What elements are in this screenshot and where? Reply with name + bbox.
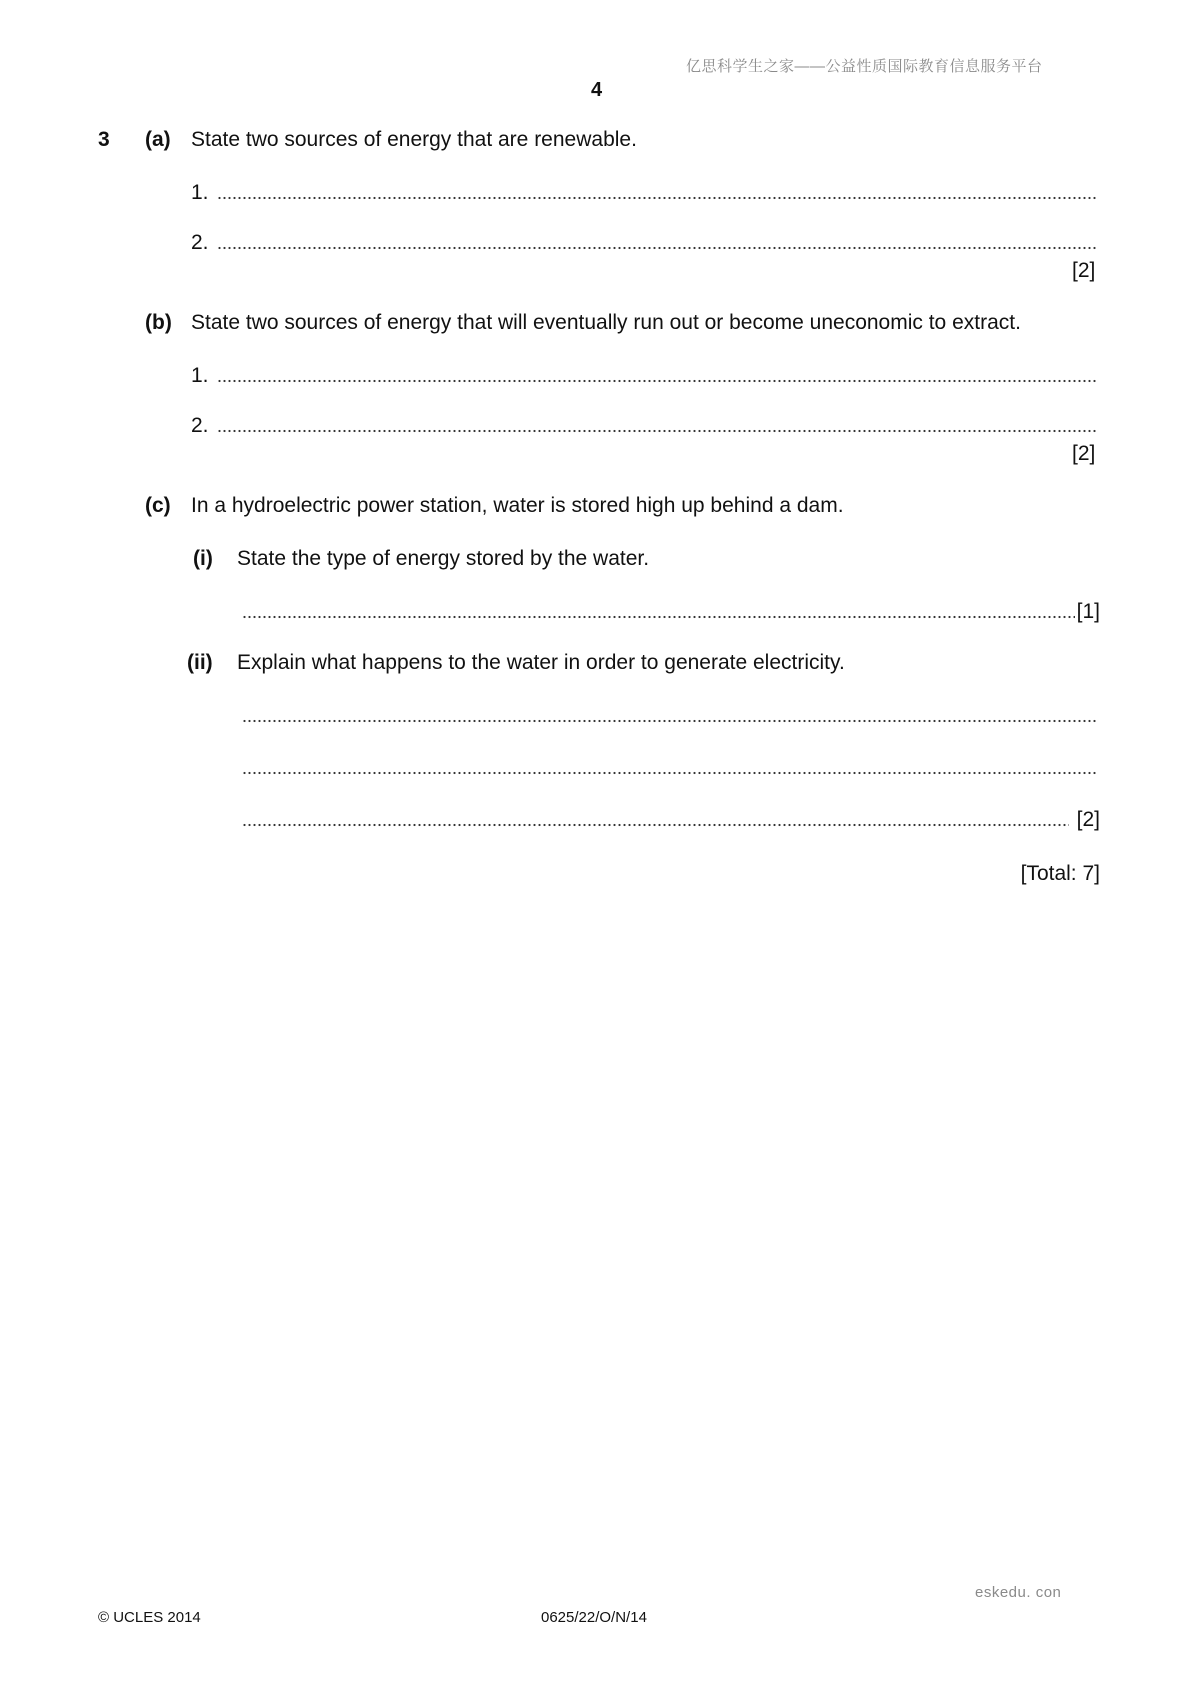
question-number: 3 — [98, 128, 110, 151]
answer-line-c-i[interactable] — [242, 600, 1100, 624]
answer-line-c-ii-1[interactable] — [242, 704, 1098, 728]
paper-code: 0625/22/O/N/14 — [541, 1609, 647, 1626]
mark-allocation-c-i: [1] — [1076, 600, 1100, 623]
dotted-rule — [217, 379, 1098, 383]
answer-line-prefix: 1. — [191, 181, 209, 204]
part-b-text: State two sources of energy that will eventually run out or become uneconomic to extract. — [191, 311, 1021, 334]
answer-line-b1[interactable] — [191, 364, 1098, 388]
answer-line-prefix: 2. — [191, 414, 209, 437]
page-number: 4 — [591, 79, 603, 101]
answer-line-prefix: 1. — [191, 364, 209, 387]
mark-allocation-c-ii: [2] — [1076, 808, 1100, 831]
watermark-text: 亿思科学生之家——公益性质国际教育信息服务平台 — [686, 58, 1043, 75]
part-c-i-text: State the type of energy stored by the water. — [237, 547, 650, 570]
answer-line-b2[interactable] — [191, 414, 1098, 438]
part-a-text: State two sources of energy that are renewable. — [191, 128, 637, 151]
part-a-label: (a) — [145, 128, 171, 151]
answer-line-c-ii-2[interactable] — [242, 756, 1098, 780]
dotted-rule — [217, 246, 1098, 250]
part-b-label: (b) — [145, 311, 172, 334]
dotted-rule — [242, 823, 1069, 827]
answer-line-c-ii-3[interactable] — [242, 808, 1100, 832]
dotted-rule — [217, 429, 1098, 433]
part-c-label: (c) — [145, 494, 171, 517]
dotted-rule — [242, 771, 1098, 775]
part-c-ii-label: (ii) — [187, 651, 213, 674]
part-c-i-label: (i) — [193, 547, 213, 570]
part-c-ii-text: Explain what happens to the water in order to generate electricity. — [237, 651, 845, 674]
part-c-text: In a hydroelectric power station, water is stored high up behind a dam. — [191, 494, 844, 517]
total-marks: [Total: 7] — [1020, 862, 1100, 885]
dotted-rule — [242, 719, 1098, 723]
footer-watermark: eskedu. con — [975, 1584, 1062, 1601]
dotted-rule — [242, 615, 1075, 619]
answer-line-prefix: 2. — [191, 231, 209, 254]
answer-line-a1[interactable] — [191, 181, 1098, 205]
mark-allocation-b: [2] — [1072, 442, 1096, 465]
copyright-notice: © UCLES 2014 — [98, 1609, 201, 1626]
mark-allocation-a: [2] — [1072, 259, 1096, 282]
dotted-rule — [217, 196, 1098, 200]
answer-line-a2[interactable] — [191, 231, 1098, 255]
